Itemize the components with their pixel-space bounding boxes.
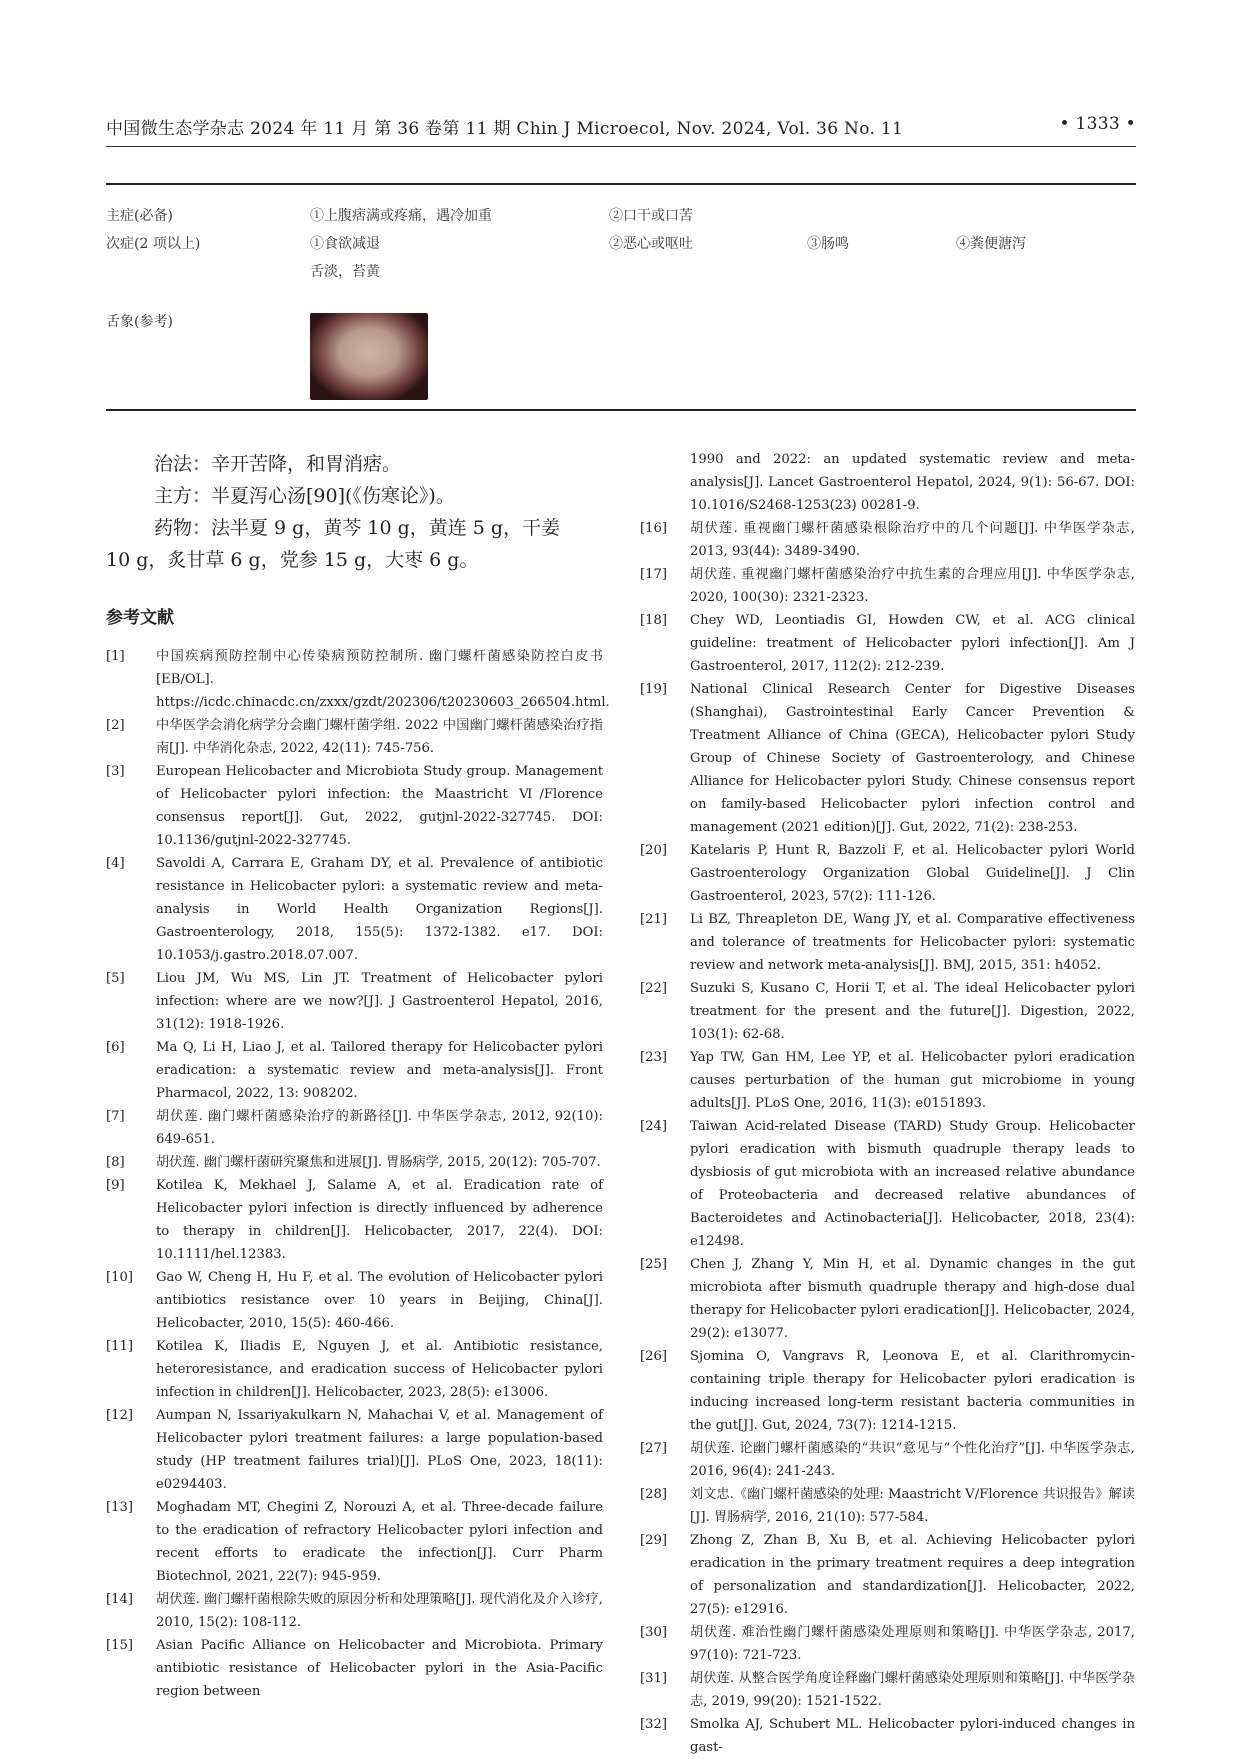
paragraph: 治法：辛开苦降，和胃消痞。 (154, 453, 402, 475)
table-cell: 舌淡，苔黄 (310, 264, 380, 280)
reference-item (640, 1437, 1135, 1483)
reference-item (640, 563, 1135, 609)
reference-text: 中华医学会消化病学分会幽门螺杆菌学组. 2022 中国幽门螺杆菌感染治疗指南[J]. 中华消化杂志, 2022, 42(11): 745-756. (156, 718, 603, 756)
reference-item (640, 1046, 1135, 1115)
running-header (106, 114, 1136, 139)
table-bottom-rule (106, 409, 1136, 411)
reference-item (640, 1483, 1135, 1529)
reference-text: Moghadam MT, Chegini Z, Norouzi A, et al. Three-decade failure to the eradication of refractory Helicobacter pylori infection and recent efforts to eradicate the infection[J]. Curr Pharm Biotechnol, 2021, 22(7): 945-959. (156, 1500, 603, 1584)
reference-number: [14] (106, 1592, 134, 1607)
reference-item (640, 1667, 1135, 1713)
table-cell: ①食欲减退 (310, 236, 380, 252)
reference-number: [10] (106, 1270, 134, 1285)
reference-item (640, 609, 1135, 678)
paragraph: 主方：半夏泻心汤[90](《伤寒论》)。 (154, 485, 455, 507)
reference-number: [3] (106, 764, 125, 779)
reference-number: [11] (106, 1339, 134, 1354)
reference-item (640, 977, 1135, 1046)
header-rule (106, 146, 1136, 147)
references-right-column (640, 448, 1135, 1759)
table-cell: ①上腹痞满或疼痛，遇冷加重 (310, 208, 492, 224)
reference-number: [20] (640, 843, 668, 858)
reference-number: [23] (640, 1050, 668, 1065)
reference-number: [29] (640, 1533, 668, 1548)
reference-text: Kotilea K, Mekhael J, Salame A, et al. Eradication rate of Helicobacter pylori infection is directly influenced by adherence to therapy in children[J]. Helicobacter, 2017, 22(4). DOI: 10.1111/hel.12383. (156, 1178, 603, 1262)
reference-number: [12] (106, 1408, 134, 1423)
reference-number: [19] (640, 682, 668, 697)
reference-number: [30] (640, 1625, 668, 1640)
reference-number: [4] (106, 856, 125, 871)
paragraph: 10 g，炙甘草 6 g，党参 15 g，大枣 6 g。 (106, 549, 479, 571)
reference-text: Katelaris P, Hunt R, Bazzoli F, et al. Helicobacter pylori World Gastroenterology Organization Global Guideline[J]. J Clin Gastroenterol, 2023, 57(2): 111-126. (690, 843, 1135, 904)
reference-number: [6] (106, 1040, 125, 1055)
row-label: 主症(必备) (106, 208, 173, 224)
reference-item (106, 1634, 603, 1703)
reference-text: Kotilea K, Iliadis E, Nguyen J, et al. Antibiotic resistance, heteroresistance, and eradication success of Helicobacter pylori infection in children[J]. Helicobacter, 2023, 28(5): e13006. (156, 1339, 603, 1400)
reference-item (640, 839, 1135, 908)
reference-item (106, 714, 603, 760)
reference-number: [2] (106, 718, 125, 733)
reference-number: [25] (640, 1257, 668, 1272)
reference-item (106, 967, 603, 1036)
reference-number: [9] (106, 1178, 125, 1193)
table-cell: ②恶心或呕吐 (609, 236, 693, 252)
reference-text: 胡伏莲. 论幽门螺杆菌感染的“共识”意见与“个性化治疗”[J]. 中华医学杂志, 2016, 96(4): 241-243. (690, 1441, 1135, 1479)
table-row (106, 205, 1136, 233)
journal-header: 中国微生态学杂志 2024 年 11 月 第 36 卷第 11 期 Chin J Microecol, Nov. 2024, Vol. 36 No. 11 (106, 119, 904, 139)
reference-text: Savoldi A, Carrara E, Graham DY, et al. Prevalence of antibiotic resistance in Helicobacter pylori: a systematic review and meta-analysis in World Health Organization Regions[J]. Gastroenterology, 2018, 155(5): 1372-1382. e17. DOI: 10.1053/j.gastro.2018.07.007. (156, 856, 603, 963)
table-row (106, 311, 1136, 339)
reference-number: [32] (640, 1717, 668, 1732)
table-top-rule (106, 183, 1136, 185)
reference-continuation (640, 448, 1135, 517)
reference-text: 刘文忠.《幽门螺杆菌感染的处理: Maastricht Ⅴ/Florence 共识报告》解读[J]. 胃肠病学, 2016, 21(10): 577-584. (690, 1487, 1135, 1525)
reference-item (106, 1105, 603, 1151)
reference-item (106, 1335, 603, 1404)
reference-text: 胡伏莲. 幽门螺杆菌感染治疗的新路径[J]. 中华医学杂志, 2012, 92(10): 649-651. (156, 1109, 603, 1147)
reference-text: Yap TW, Gan HM, Lee YP, et al. Helicobacter pylori eradication causes perturbation of the human gut microbiome in young adults[J]. PLoS One, 2016, 11(3): e0151893. (690, 1050, 1135, 1111)
table-cell: ②口干或口苦 (609, 208, 693, 224)
diagnosis-table (106, 205, 1136, 339)
table-cell: ④粪便溏泻 (956, 236, 1026, 252)
reference-item (106, 1151, 603, 1174)
reference-number: [17] (640, 567, 668, 582)
reference-text: 胡伏莲. 难治性幽门螺杆菌感染处理原则和策略[J]. 中华医学杂志, 2017, 97(10): 721-723. (690, 1625, 1135, 1663)
reference-number: [1] (106, 649, 125, 664)
reference-text: Chey WD, Leontiadis GI, Howden CW, et al. ACG clinical guideline: treatment of Helicobacter pylori infection[J]. Am J Gastroenterol, 2017, 112(2): 212-239. (690, 613, 1135, 674)
reference-text: 1990 and 2022: an updated systematic review and meta-analysis[J]. Lancet Gastroenterol Hepatol, 2024, 9(1): 56-67. DOI: 10.1016/S2468-1253(23) 00281-9. (690, 452, 1135, 513)
reference-text: Liou JM, Wu MS, Lin JT. Treatment of Helicobacter pylori infection: where are we now?[J]. J Gastroenterol Hepatol, 2016, 31(12): 1918-1926. (156, 971, 603, 1032)
reference-item (640, 1529, 1135, 1621)
reference-item (106, 1174, 603, 1266)
table-cell: ③肠鸣 (807, 236, 849, 252)
reference-text: Zhong Z, Zhan B, Xu B, et al. Achieving Helicobacter pylori eradication in the primary treatment requires a deep integration of personalization and standardization[J]. Helicobacter, 2022, 27(5): e12916. (690, 1533, 1135, 1617)
reference-text: 胡伏莲. 从整合医学角度诠释幽门螺杆菌感染处理原则和策略[J]. 中华医学杂志, 2019, 99(20): 1521-1522. (690, 1671, 1135, 1709)
reference-item (640, 517, 1135, 563)
reference-number: [18] (640, 613, 668, 628)
reference-number: [7] (106, 1109, 125, 1124)
reference-item (106, 1036, 603, 1105)
reference-text: Chen J, Zhang Y, Min H, et al. Dynamic changes in the gut microbiota after bismuth quadruple therapy and high-dose dual therapy for Helicobacter pylori eradication[J]. Helicobacter, 2024, 29(2): e13077. (690, 1257, 1135, 1341)
reference-item (640, 908, 1135, 977)
reference-text: 胡伏莲. 重视幽门螺杆菌感染根除治疗中的几个问题[J]. 中华医学杂志, 2013, 93(44): 3489-3490. (690, 521, 1135, 559)
reference-text: 中国疾病预防控制中心传染病预防控制所. 幽门螺杆菌感染防控白皮书[EB/OL]. https://icdc.chinacdc.cn/zxxx/gzdt/202306/t20230603_266504.html. (156, 649, 610, 710)
reference-item (640, 1115, 1135, 1253)
reference-text: 胡伏莲. 幽门螺杆菌根除失败的原因分析和处理策略[J]. 现代消化及介入诊疗, 2010, 15(2): 108-112. (156, 1592, 603, 1630)
reference-item (640, 1345, 1135, 1437)
page-number: • 1333 • (1059, 114, 1136, 134)
reference-text: Taiwan Acid-related Disease (TARD) Study Group. Helicobacter pylori eradication with bismuth quadruple therapy leads to dysbiosis of gut microbiota with an increased relative abundance of Proteobacteria and decreased relative abundances of Bacteroidetes and Actinobacteria[J]. Helicobacter, 2018, 23(4): e12498. (690, 1119, 1135, 1249)
reference-item (106, 1588, 603, 1634)
reference-number: [21] (640, 912, 668, 927)
reference-number: [13] (106, 1500, 134, 1515)
reference-text: Aumpan N, Issariyakulkarn N, Mahachai V, et al. Management of Helicobacter pylori treatment failures: a large population-based study (HP treatment failures trial)[J]. PLoS One, 2023, 18(11): e0294403. (156, 1408, 603, 1492)
reference-item (106, 1404, 603, 1496)
reference-text: 胡伏莲. 重视幽门螺杆菌感染治疗中抗生素的合理应用[J]. 中华医学杂志, 2020, 100(30): 2321-2323. (690, 567, 1135, 605)
reference-text: Asian Pacific Alliance on Helicobacter and Microbiota. Primary antibiotic resistance of Helicobacter pylori in the Asia-Pacific region between (156, 1638, 603, 1699)
reference-item (106, 1266, 603, 1335)
tongue-label: 舌象(参考) (106, 314, 173, 330)
reference-text: National Clinical Research Center for Digestive Diseases (Shanghai), Gastrointestinal Early Cancer Prevention & Treatment Alliance of China (GECA), Helicobacter pylori Study Group of Chinese Society of Gastroenterology, and Chinese Alliance for Helicobacter pylori Study. Chinese consensus report on family-based Helicobacter pylori infection control and management (2021 edition)[J]. Gut, 2022, 71(2): 238-253. (690, 682, 1135, 835)
reference-text: Gao W, Cheng H, Hu F, et al. The evolution of Helicobacter pylori antibiotics resistance over 10 years in Beijing, China[J]. Helicobacter, 2010, 15(5): 460-466. (156, 1270, 603, 1331)
reference-number: [26] (640, 1349, 668, 1364)
tongue-image (310, 313, 428, 400)
reference-item (106, 1496, 603, 1588)
reference-item (640, 1253, 1135, 1345)
row-label: 次症(2 项以上) (106, 236, 201, 252)
reference-number: [5] (106, 971, 125, 986)
references-heading: 参考文献 (106, 608, 174, 628)
reference-text: Sjomina O, Vangravs R, Ļeonova E, et al. Clarithromycin-containing triple therapy for Helicobacter pylori eradication is inducing increased long-term resistant bacteria communities in the gut[J]. Gut, 2024, 73(7): 1214-1215. (690, 1349, 1135, 1433)
reference-number: [8] (106, 1155, 125, 1170)
reference-number: [15] (106, 1638, 134, 1653)
reference-item (106, 852, 603, 967)
reference-text: Ma Q, Li H, Liao J, et al. Tailored therapy for Helicobacter pylori eradication: a systematic review and meta-analysis[J]. Front Pharmacol, 2022, 13: 908202. (156, 1040, 603, 1101)
reference-text: Suzuki S, Kusano C, Horii T, et al. The ideal Helicobacter pylori treatment for the present and the future[J]. Digestion, 2022, 103(1): 62-68. (690, 981, 1135, 1042)
reference-number: [16] (640, 521, 668, 536)
reference-text: 胡伏莲. 幽门螺杆菌研究聚焦和进展[J]. 胃肠病学, 2015, 20(12): 705-707. (156, 1155, 601, 1170)
reference-number: [22] (640, 981, 668, 996)
reference-text: European Helicobacter and Microbiota Study group. Management of Helicobacter pylori infection: the Maastricht Ⅵ/Florence consensus report[J]. Gut, 2022, gutjnl-2022-327745. DOI: 10.1136/gutjnl-2022-327745. (156, 764, 603, 848)
reference-number: [24] (640, 1119, 668, 1134)
reference-item (640, 1621, 1135, 1667)
body-text (106, 448, 606, 576)
reference-item (640, 678, 1135, 839)
reference-text: Smolka AJ, Schubert ML. Helicobacter pylori-induced changes in gast- (690, 1717, 1135, 1755)
reference-item (106, 645, 610, 714)
reference-item (106, 760, 603, 852)
reference-item (640, 1713, 1135, 1759)
reference-number: [31] (640, 1671, 668, 1686)
table-row (106, 233, 1136, 261)
reference-text: Li BZ, Threapleton DE, Wang JY, et al. Comparative effectiveness and tolerance of treatments for Helicobacter pylori: systematic review and network meta-analysis[J]. BMJ, 2015, 351: h4052. (690, 912, 1135, 973)
table-row (106, 261, 1136, 289)
reference-number: [28] (640, 1487, 668, 1502)
reference-number: [27] (640, 1441, 668, 1456)
references-left-column (106, 645, 610, 1703)
paragraph: 药物：法半夏 9 g，黄芩 10 g，黄连 5 g，干姜 (154, 517, 561, 539)
